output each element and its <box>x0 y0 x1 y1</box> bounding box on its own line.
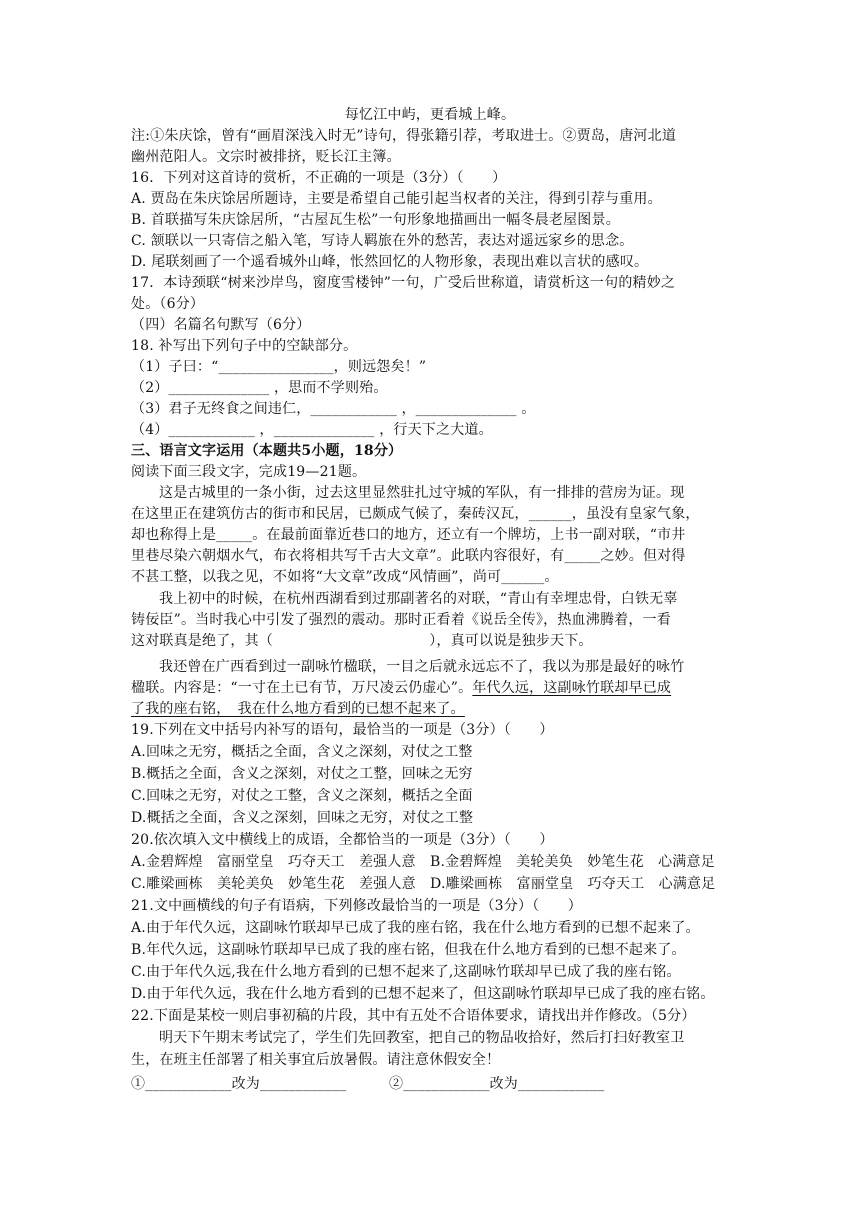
question-21-option-a: A.由于年代久远，这副咏竹联却早已成了我的座右铭，我在什么地方看到的已想不起来了。 <box>131 920 700 936</box>
question-21-stem: 21.文中画横线的句子有语病，下列修改最恰当的一项是（3分）（ ） <box>131 898 582 914</box>
passage-p1-line-1: 这是古城里的一条小街，过去这里显然驻扎过守城的军队，有一排排的营房为证。现 <box>159 485 685 501</box>
question-16-option-a: A. 贾岛在朱庆馀居所题诗，主要是希望自己能引起当权者的关注，得到引荐与重用。 <box>131 191 662 207</box>
poem-last-line: 每忆江中屿，更看城上峰。 <box>344 107 516 123</box>
question-18-item-3: （3）君子无终食之间违仁，____________ ，______________ 。 <box>131 401 536 417</box>
passage-p3-line-2 <box>131 678 671 698</box>
question-19-option-d: D.概括之全面，含义之深刻，回味之无穷，对仗之工整 <box>131 810 474 826</box>
question-17-line-2: 处。（6分） <box>131 296 205 312</box>
passage-p1-line-5: 不甚工整，以我之见，不如将“大文章”改成“风情画”，尚可______。 <box>131 569 559 585</box>
question-20-stem: 20.依次填入文中横线上的成语，全都恰当的一项是（3分）（ ） <box>131 832 554 848</box>
question-16-option-c: C. 颔联以一只寄信之船入笔，写诗人羁旅在外的愁苦，表达对遥远家乡的思念。 <box>131 233 634 249</box>
section-3-title: 三、语言文字运用（本题共5小题，18分） <box>131 443 403 459</box>
poem-note-line-2: 幽州范阳人。文宗时被排挤，贬长江主簿。 <box>131 149 401 165</box>
question-18-stem: 18. 补写出下列句子中的空缺部分。 <box>131 338 358 354</box>
question-16-option-b: B. 首联描写朱庆馀居所，“古屋瓦生松”一句形象地描画出一幅冬晨老屋图景。 <box>131 212 620 228</box>
passage-p1-line-3: 却也称得上是_____。在最前面靠近巷口的地方，还立有一个牌坊，上书一副对联，“市井 <box>131 527 686 543</box>
question-21-option-c: C.由于年代久远,我在什么地方看到的已想不起来了,这副咏竹联却早已成了我的座右铭。 <box>131 964 681 980</box>
underlined-sentence-part-2: 了我的座右铭， 我在什么地方看到的已想不起来了。 <box>131 701 465 717</box>
section-4-title: （四）名篇名句默写（6分） <box>131 317 311 333</box>
notice-line-2: 生，在班主任部署了相关事宜后放暑假。请注意休假安全！ <box>131 1052 501 1068</box>
question-16-stem: 16．下列对这首诗的赏析，不正确的一项是（3分）（ ） <box>131 170 507 186</box>
question-21-option-b: B.年代久远，这副咏竹联却早已成了我的座右铭，但我在什么地方看到的已想不起来了。 <box>131 942 686 958</box>
underlined-sentence-part-1: 年代久远，这副咏竹联却早已成 <box>472 680 672 696</box>
question-18-item-4: （4）____________ ，______________ ，行天下之大道。 <box>131 422 493 438</box>
question-20-options-cd: C.雕梁画栋 美轮美奂 妙笔生花 差强人意 D.雕梁画栋 富丽堂皇 巧夺天工 心满意足 <box>131 876 716 892</box>
passage-p3-line-2-plain: 楹联。内容是：“一寸在土已有节，万尺凌云仍虚心”。 <box>131 680 473 696</box>
question-16-option-d: D. 尾联刻画了一个遥看城外山峰，怅然回忆的人物形象，表现出难以言状的感叹。 <box>131 254 649 270</box>
answer-blanks-line: ①____________改为____________ ②____________改为____________ <box>131 1076 605 1092</box>
passage-p1-line-2: 在这里正在建筑仿古的街市和民居，已颇成气候了，秦砖汉瓦，______，虽没有皇家气象， <box>131 506 700 522</box>
question-20-options-ab: A.金碧辉煌 富丽堂皇 巧夺天工 差强人意 B.金碧辉煌 美轮美奂 妙笔生花 心满意足 <box>131 854 715 870</box>
notice-line-1: 明天下午期末考试完了，学生们先回教室，把自己的物品收拾好，然后打扫好教室卫 <box>159 1030 685 1046</box>
poem-note-line-1: 注:①朱庆馀，曾有“画眉深浅入时无”诗句，得张籍引荐，考取进士。②贾岛，唐河北道 <box>131 128 677 144</box>
question-21-option-d: D.由于年代久远，我在什么地方看到的已想不起来了，但这副咏竹联却早已成了我的座右铭。 <box>131 986 715 1002</box>
passage-p2-line-3: 这对联真是绝了，其（ ），真可以说是独步天下。 <box>131 633 593 649</box>
question-22-stem: 22.下面是某校一则启事初稿的片段，其中有五处不合语体要求，请找出并作修改。（5分） <box>131 1008 696 1024</box>
question-18-item-2: （2）______________ ，思而不学则殆。 <box>131 380 388 396</box>
question-19-option-c: C.回味之无穷，对仗之工整，含义之深刻，概括之全面 <box>131 788 473 804</box>
passage-p2-line-1: 我上初中的时候，在杭州西湖看到过那副著名的对联，“青山有幸埋忠骨，白铁无辜 <box>159 591 678 607</box>
passage-p1-line-4: 里巷尽染六朝烟水气，布衣将相共写千古大文章”。此联内容很好，有_____之妙。但对得 <box>131 548 686 564</box>
question-19-option-a: A.回味之无穷，概括之全面，含义之深刻，对仗之工整 <box>131 744 473 760</box>
question-19-stem: 19.下列在文中括号内补写的语句，最恰当的一项是（3分）（ ） <box>131 722 554 738</box>
reading-intro: 阅读下面三段文字，完成19—21题。 <box>131 464 367 480</box>
passage-p2-line-2: 铸佞臣”。当时我心中引发了强烈的震动。那时正看着《说岳全传》，热血沸腾着，一看 <box>131 612 671 628</box>
question-18-item-1: （1）子曰：“________________，则远怨矣！” <box>131 359 427 375</box>
question-19-option-b: B.概括之全面，含义之深刻，对仗之工整，回味之无穷 <box>131 766 473 782</box>
passage-p3-line-1: 我还曾在广西看到过一副咏竹楹联，一目之后就永远忘不了，我以为那是最好的咏竹 <box>159 659 685 675</box>
question-17-line-1: 17．本诗颈联“树来沙岸鸟，窗度雪楼钟”一句，广受后世称道，请赏析这一句的精妙之 <box>131 275 676 291</box>
